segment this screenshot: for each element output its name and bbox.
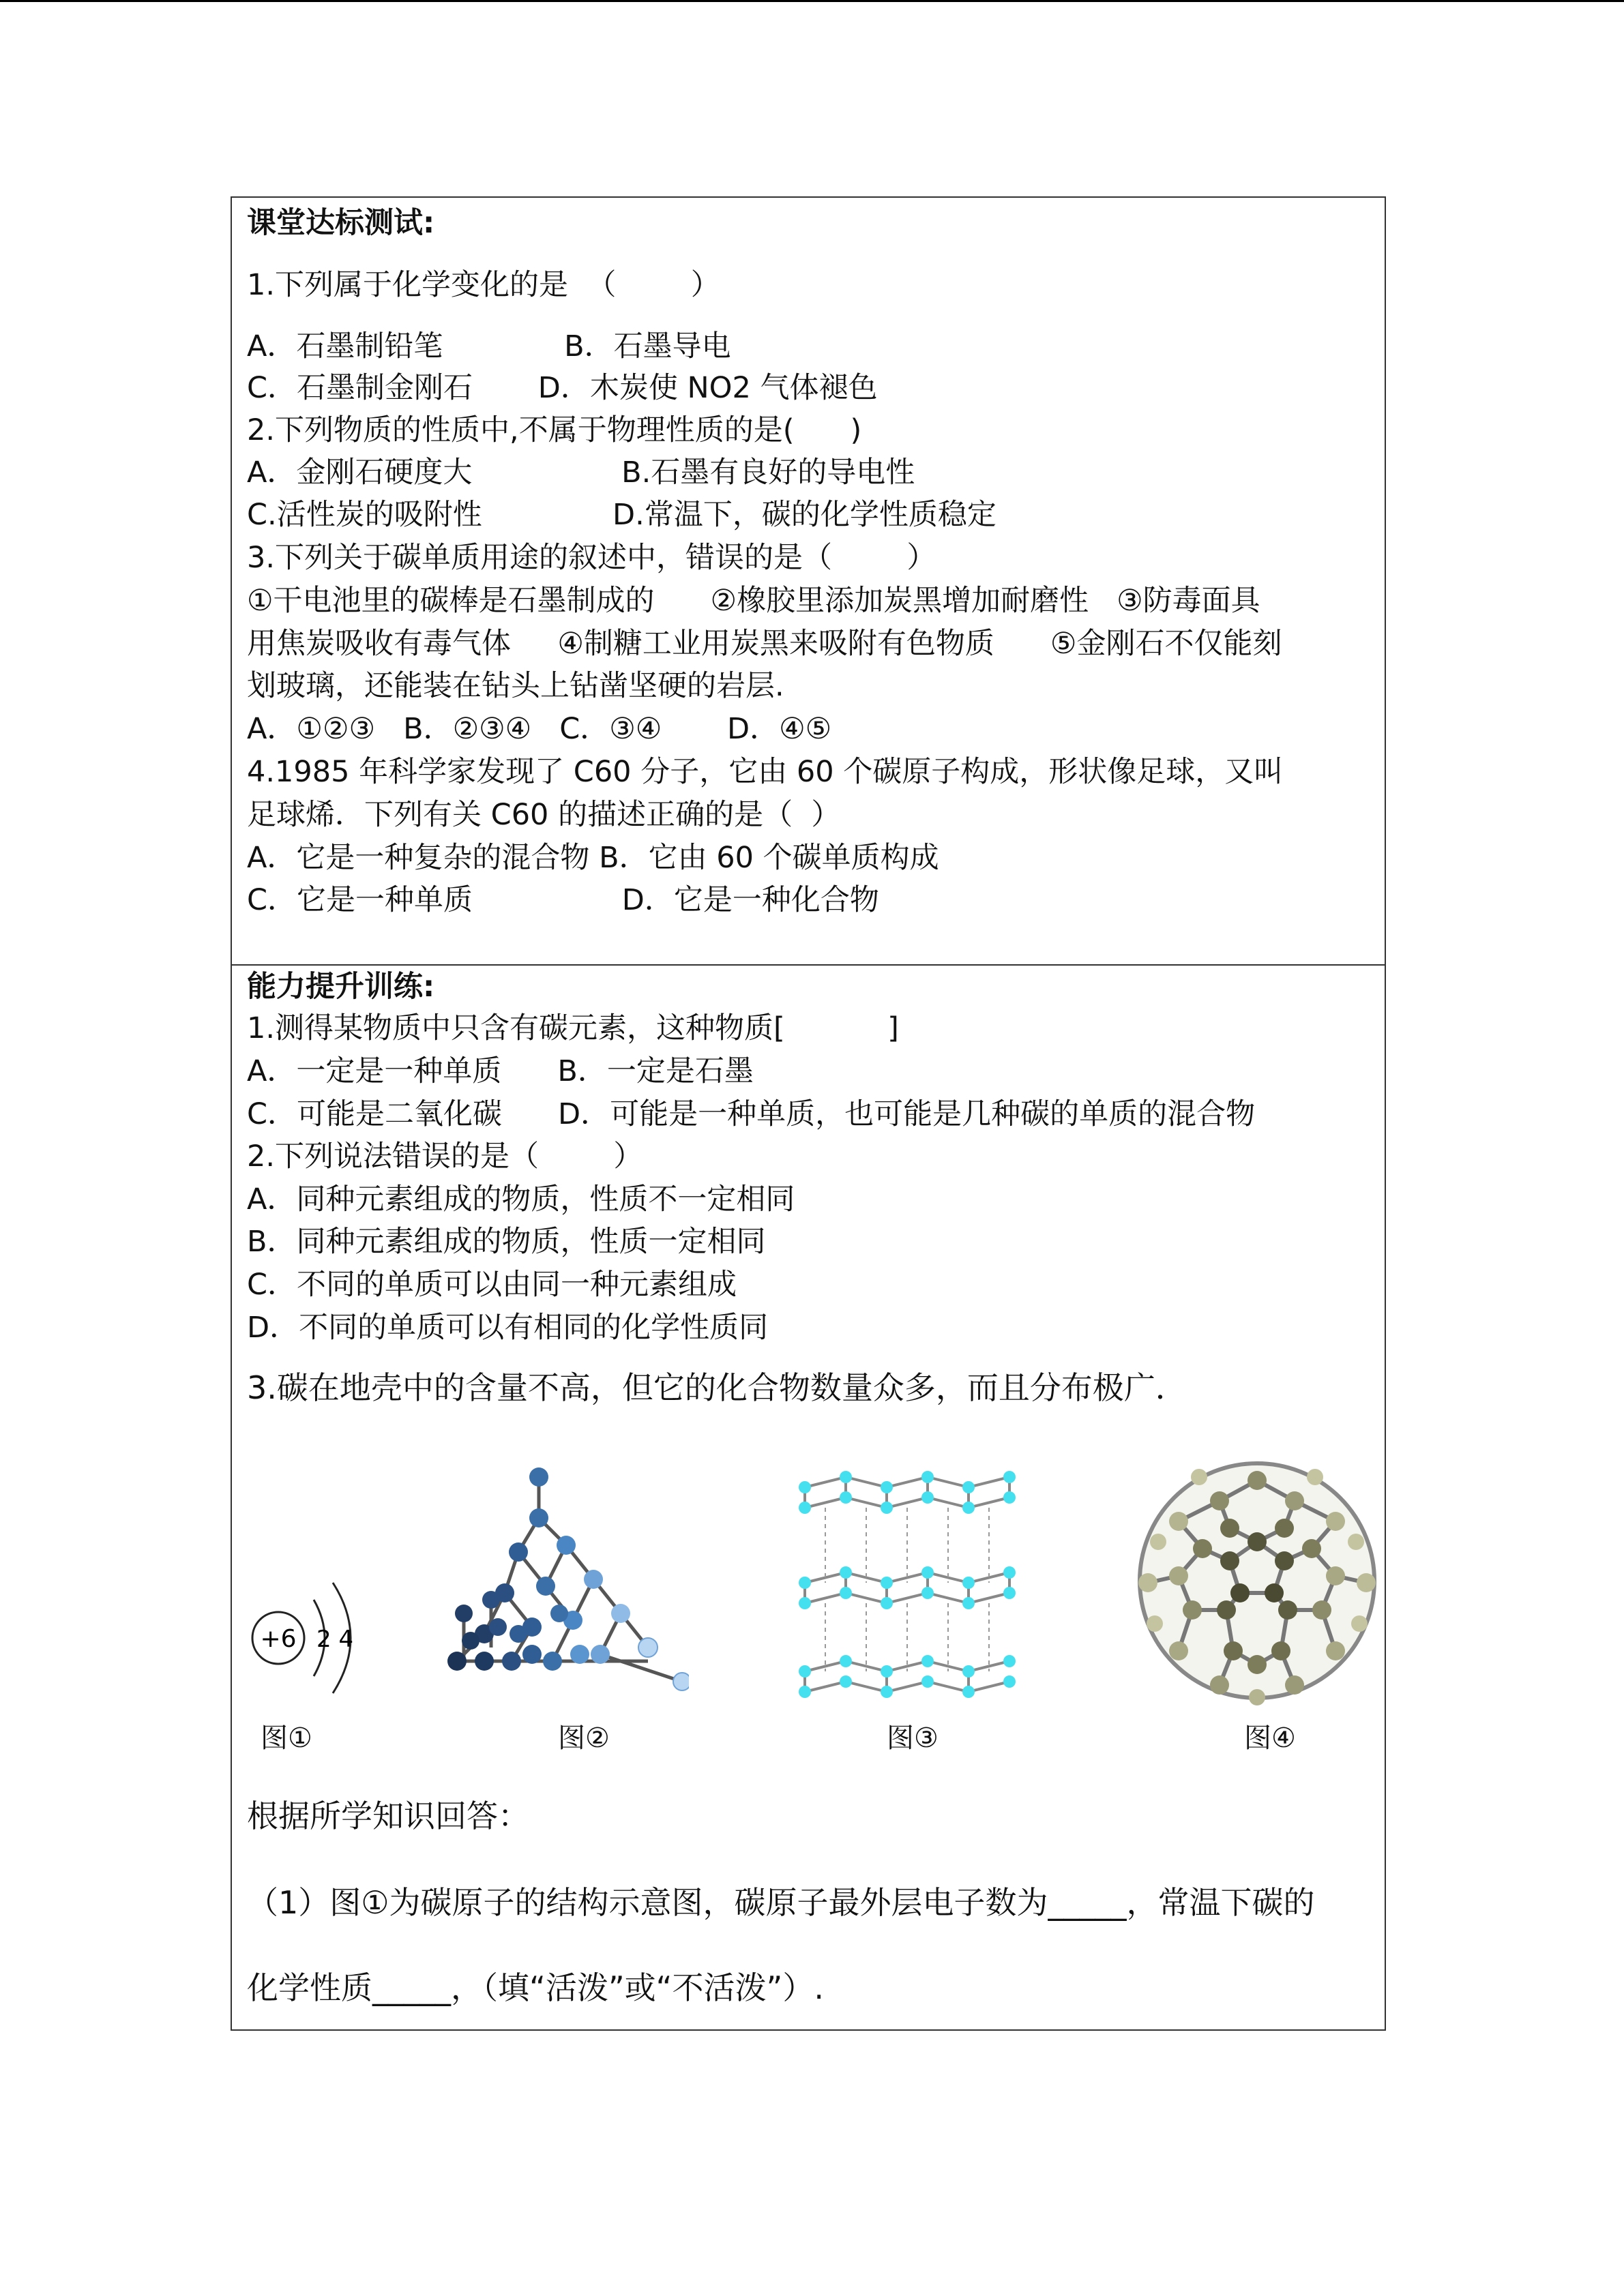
section-heading: 课堂达标测试: [247,206,435,240]
question-line: 1.下列属于化学变化的是 （ ） [247,268,720,302]
section-heading: 能力提升训练: [247,970,435,1004]
c60-fullerene-figure [1131,1453,1383,1709]
figure-caption: 图④ [1244,1723,1296,1754]
question-line: C.活性炭的吸附性 D.常温下，碳的化学性质稳定 [247,498,996,532]
question-line: A．同种元素组成的物质，性质不一定相同 [247,1182,795,1217]
question-line: A．金刚石硬度大 B.石墨有良好的导电性 [247,456,915,490]
question-line: ①干电池里的碳棒是石墨制成的 ②橡胶里添加炭黑增加耐磨性 ③防毒面具 [247,584,1260,618]
graphite-structure-figure [791,1457,1037,1702]
nucleus-charge: +6 [260,1625,297,1653]
question-line: 4.1985 年科学家发现了 C60 分子，它由 60 个碳原子构成，形状像足球，又叫 [247,755,1284,789]
question-line: 3.下列关于碳单质用途的叙述中，错误的是（ ） [247,541,936,575]
subquestion-line: 化学性质_____，（填“活泼”或“不活泼”）. [247,1969,824,2006]
question-line: D．不同的单质可以有相同的化学性质同 [247,1311,769,1345]
question-line: 2.下列物质的性质中,不属于物理性质的是( ) [247,413,862,447]
carbon-atoms [447,1467,689,1690]
figure-caption: 图③ [887,1723,939,1754]
question-line: C．它是一种单质 D．它是一种化合物 [247,883,879,917]
question-line: 足球烯．下列有关 C60 的描述正确的是（ ） [247,798,841,832]
question-line: C．可能是二氧化碳 D．可能是一种单质，也可能是几种碳的单质的混合物 [247,1097,1256,1131]
question-line: 划玻璃，还能装在钻头上钻凿坚硬的岩层. [247,669,784,703]
classroom-test-section [231,196,1386,966]
diamond-structure-figure [430,1463,689,1709]
question-line: 2.下列说法错误的是（ ） [247,1139,643,1174]
question-line: B．同种元素组成的物质，性质一定相同 [247,1225,766,1259]
ability-training-section [231,964,1386,2031]
question-line: C．石墨制金刚石 D．木炭使 NO2 气体褪色 [247,371,878,405]
top-border-line [0,0,1624,2]
figure-caption: 图① [261,1723,312,1754]
carbon-atom-structure-figure [246,1569,382,1705]
question-line: 用焦炭吸收有毒气体 ④制糖工业用炭黑来吸附有色物质 ⑤金刚石不仅能刻 [247,627,1282,661]
subquestion-line: （1）图①为碳原子的结构示意图，碳原子最外层电子数为_____，常温下碳的 [247,1884,1315,1921]
question-line: 1.测得某物质中只含有碳元素，这种物质[ ] [247,1011,899,1045]
question-line: A．①②③ B．②③④ C．③④ D．④⑤ [247,712,832,746]
question-line: A．它是一种复杂的混合物 B．它由 60 个碳单质构成 [247,841,939,875]
electron-counts: 2 4 [316,1626,354,1653]
question-line: A．石墨制铅笔 B．石墨导电 [247,329,731,363]
question-3-text: 3.碳在地壳中的含量不高，但它的化合物数量众多，而且分布极广． [247,1369,1187,1406]
answer-prompt: 根据所学知识回答： [247,1798,529,1834]
question-line: A．一定是一种单质 B．一定是石墨 [247,1054,754,1088]
question-line: C．不同的单质可以由同一种元素组成 [247,1268,737,1302]
figure-caption: 图② [558,1723,610,1754]
